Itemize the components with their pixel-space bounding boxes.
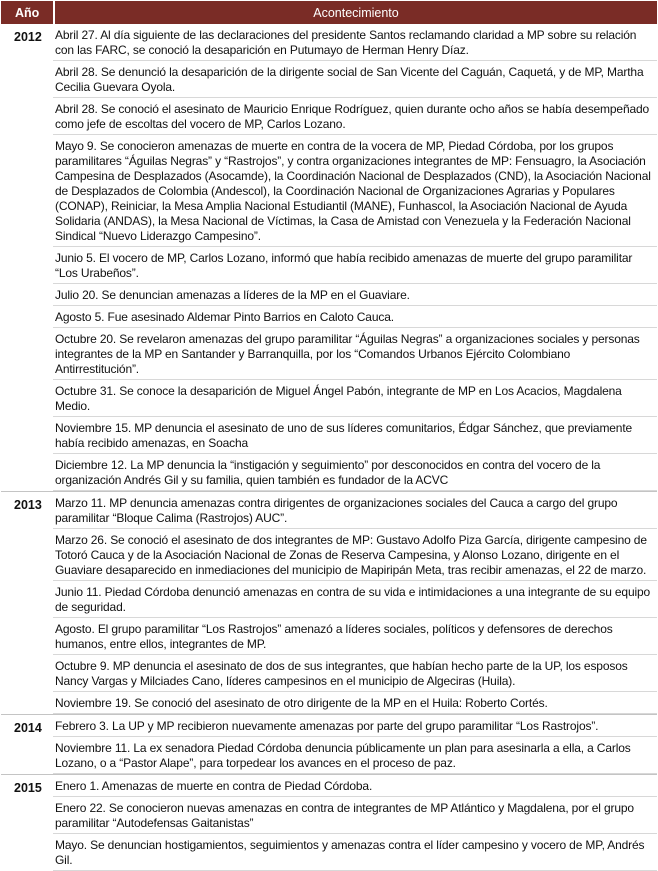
event-row: Diciembre 12. La MP denuncia la “instigación y seguimiento” por desconocidos en contra del vocero de la organización Andrés Gil y su familia, quien también es fundador de la ACVC xyxy=(53,454,657,491)
event-row: Mayo. Se denuncian hostigamientos, seguimientos y amenazas contra el líder campesino y vocero de MP, Andrés Gil. xyxy=(53,834,657,871)
header-year: Año xyxy=(1,1,53,24)
table-body xyxy=(1,24,657,871)
event-row: Junio 5. El vocero de MP, Carlos Lozano, informó que había recibido amenazas de muerte del grupo paramilitar “Los Urabeños”. xyxy=(53,247,657,284)
year-group xyxy=(1,774,657,871)
event-row: Noviembre 11. La ex senadora Piedad Córdoba denuncia públicamente un plan para asesinarla a ella, a Carlos Lozano, o a “Pastor Alape”, para torpedear los avances en el proceso de paz. xyxy=(53,737,657,774)
event-row: Enero 22. Se conocieron nuevas amenazas en contra de integrantes de MP Atlántico y Magdalena, por el grupo paramilitar “Autodefensas Gaitanistas” xyxy=(53,797,657,834)
event-row: Marzo 11. MP denuncia amenazas contra dirigentes de organizaciones sociales del Cauca a cargo del grupo paramilitar “Bloque Calima (Rastrojos) AUC”. xyxy=(53,492,657,529)
event-row: Octubre 31. Se conoce la desaparición de Miguel Ángel Pabón, integrante de MP en Los Acacios, Magdalena Medio. xyxy=(53,380,657,417)
event-row: Agosto. El grupo paramilitar “Los Rastrojos” amenazó a líderes sociales, políticos y defensores de derechos humanos, entre ellos, integrantes de MP. xyxy=(53,618,657,655)
event-row: Noviembre 19. Se conoció del asesinato de otro dirigente de la MP en el Huila: Roberto Cortés. xyxy=(53,692,657,714)
event-row: Julio 20. Se denuncian amenazas a líderes de la MP en el Guaviare. xyxy=(53,284,657,306)
year-group xyxy=(1,714,657,774)
year-cell: 2012 xyxy=(14,30,42,44)
event-row: Abril 27. Al día siguiente de las declaraciones del presidente Santos reclamando claridad a MP sobre su relación con las FARC, se conoció la desaparición en Putumayo de Herman Henry Díaz. xyxy=(53,24,657,61)
event-row: Enero 1. Amenazas de muerte en contra de Piedad Córdoba. xyxy=(53,775,657,797)
event-row: Octubre 20. Se revelaron amenazas del grupo paramilitar “Águilas Negras” a organizaciones sociales y personas integrantes de la MP en Santander y Barranquilla, por los “Comandos Urbanos Ejército Colombiano Antirrestitución”. xyxy=(53,328,657,380)
event-row: Febrero 3. La UP y MP recibieron nuevamente amenazas por parte del grupo paramilitar “Los Rastrojos”. xyxy=(53,715,657,737)
event-row: Octubre 9. MP denuncia el asesinato de dos de sus integrantes, que habían hecho parte de la UP, los esposos Nancy Vargas y Milciades Cano, líderes campesinos en el municipio de Algeciras (Huila). xyxy=(53,655,657,692)
year-cell: 2015 xyxy=(14,781,42,795)
event-row: Junio 11. Piedad Córdoba denunció amenazas en contra de su vida e intimidaciones a una integrante de su equipo de seguridad. xyxy=(53,581,657,618)
event-list xyxy=(53,24,657,491)
events-table xyxy=(1,1,657,871)
event-row: Abril 28. Se denunció la desaparición de la dirigente social de San Vicente del Caguán, Caquetá, y de MP, Martha Cecilia Guevara Oyola. xyxy=(53,61,657,98)
table-header xyxy=(1,1,657,24)
event-row: Marzo 26. Se conoció el asesinato de dos integrantes de MP: Gustavo Adolfo Piza García, dirigente campesino de Totoró Cauca y de la Asociación Nacional de Zonas de Reserva Campesina, y Alonso Lozano, dirigente en el Guaviare desaparecido en inmediaciones del municipio de Mapiripán Meta, tras recibir amenazas, el 22 de marzo. xyxy=(53,529,657,581)
event-row: Abril 28. Se conoció el asesinato de Mauricio Enrique Rodríguez, quien durante ocho años se había desempeñado como jefe de escoltas del vocero de MP, Carlos Lozano. xyxy=(53,98,657,135)
year-cell: 2013 xyxy=(14,498,42,512)
year-cell: 2014 xyxy=(14,721,42,735)
event-list xyxy=(53,775,657,871)
year-group xyxy=(1,24,657,491)
header-event: Acontecimiento xyxy=(55,1,657,24)
event-list xyxy=(53,715,657,774)
event-row: Agosto 5. Fue asesinado Aldemar Pinto Barrios en Caloto Cauca. xyxy=(53,306,657,328)
event-list xyxy=(53,492,657,714)
event-row: Noviembre 15. MP denuncia el asesinato de uno de sus líderes comunitarios, Édgar Sánchez, que previamente había recibido amenazas, en Soacha xyxy=(53,417,657,454)
year-group xyxy=(1,491,657,714)
event-row: Mayo 9. Se conocieron amenazas de muerte en contra de la vocera de MP, Piedad Córdoba, por los grupos paramilitares “Águilas Negras” y “Rastrojos”, y contra organizaciones integrantes de MP: Fensuagro, la Asociación Campesina de Desplazados (Asocamde), la Coordinación Nacional de Desplazados (CND), la Asociación Nacional de Desplazados de Colombia (Andescol), la Coordinación Nacional de Organizaciones Agrarias y Populares (CONAP), Reiniciar, la Mesa Amplia Nacional Estudiantil (MANE), Funhascol, la Asociación Nacional de Ayuda Solidaria (ANDAS), la Mesa Nacional de Víctimas, la Casa de Amistad con Venezuela y la Federación Nacional Sindical “Nuevo Liderazgo Campesino”. xyxy=(53,135,657,247)
